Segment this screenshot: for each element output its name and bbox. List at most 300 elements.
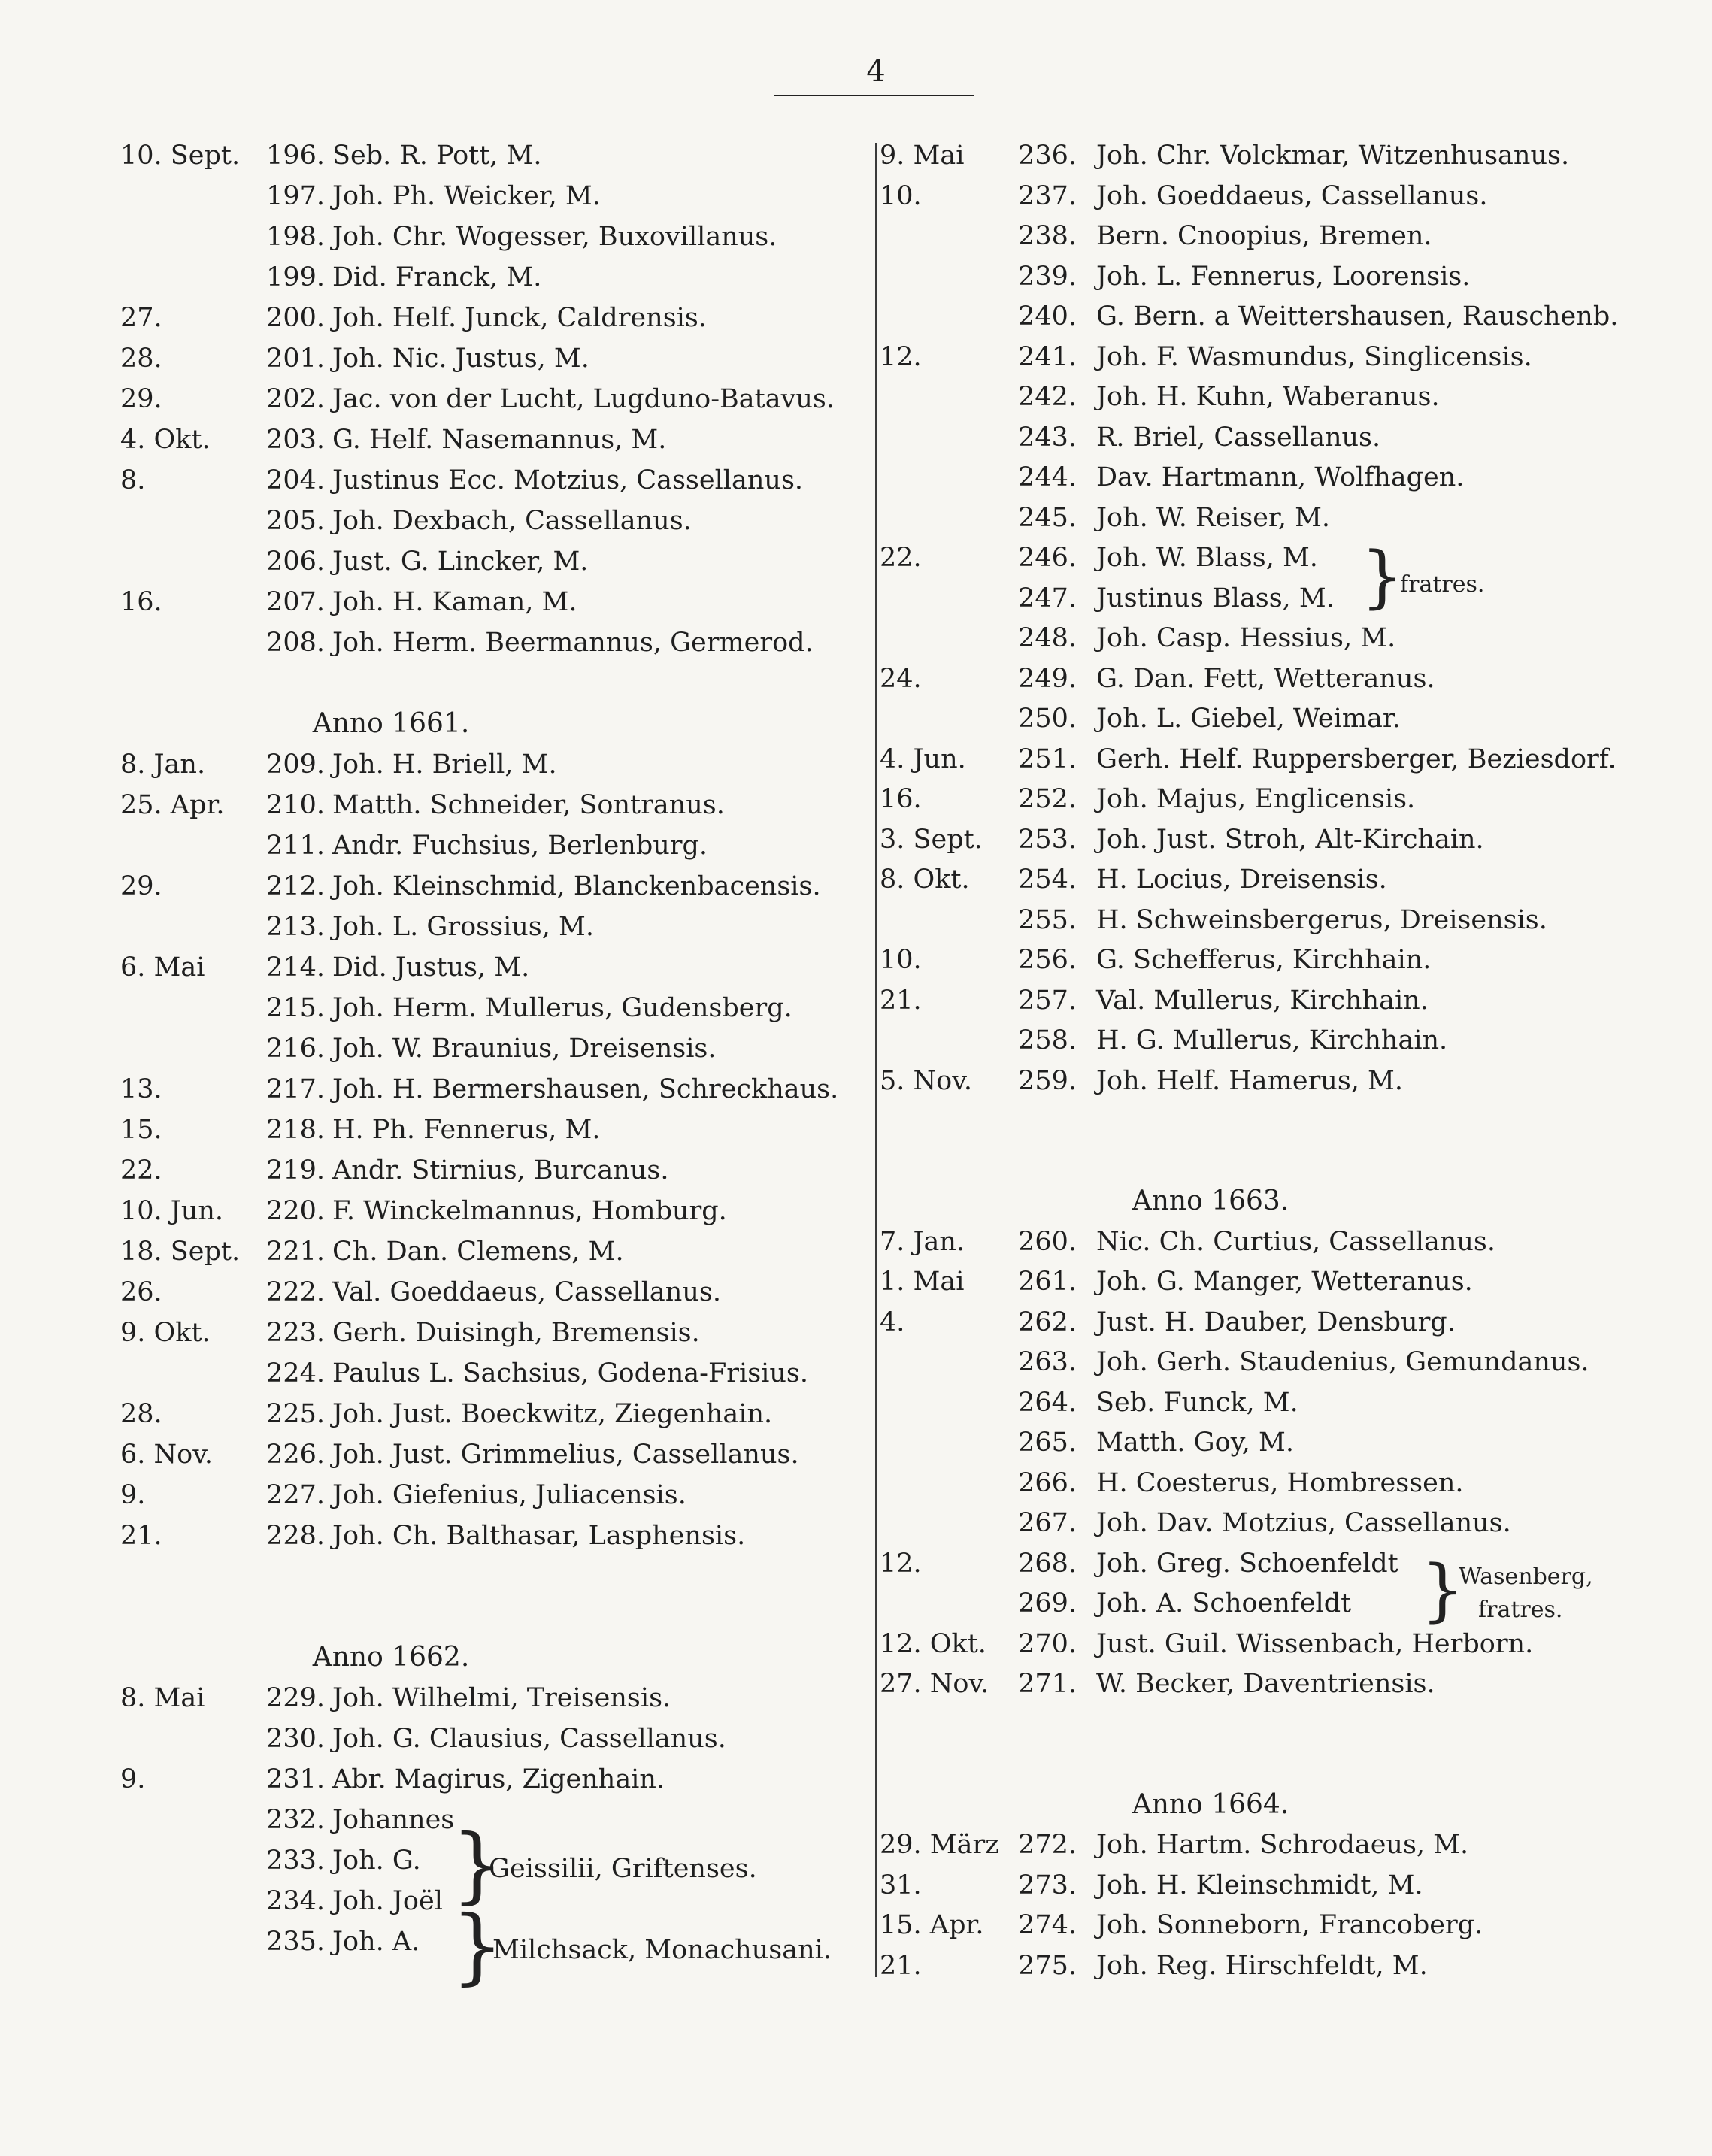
entry-number: 240. — [1018, 301, 1077, 332]
entry-name: Joh. F. Wasmundus, Singlicensis. — [1096, 341, 1532, 372]
entry-name: H. G. Mullerus, Kirchhain. — [1096, 1025, 1448, 1055]
entry-name: Joh. Chr. Volckmar, Witzenhusanus. — [1096, 141, 1570, 171]
entry-date: 28. — [120, 1399, 162, 1429]
entry-row — [880, 1302, 1707, 1343]
entry-row — [120, 1150, 865, 1191]
entry-name: Joh. H. Bermershausen, Schreckhaus. — [332, 1074, 839, 1104]
entry-name: G. Dan. Fett, Wetteranus. — [1096, 663, 1435, 694]
entry-number: 251. — [1018, 743, 1077, 774]
entry-date: 3. Sept. — [880, 824, 983, 855]
entry-number: 258. — [1018, 1025, 1077, 1055]
entry-number: 244. — [1018, 462, 1077, 492]
entry-name: Abr. Magirus, Zigenhain. — [332, 1764, 665, 1794]
entry-row — [880, 739, 1707, 780]
entry-name: G. Schefferus, Kirchhain. — [1096, 945, 1432, 975]
entry-number: 265. — [1018, 1428, 1077, 1458]
entry-number: 256. — [1018, 945, 1077, 975]
entry-name: R. Briel, Cassellanus. — [1096, 422, 1381, 453]
entry-name: Paulus L. Sachsius, Godena-Frisius. — [332, 1358, 808, 1388]
group-label-wasenberg: Wasenberg, — [1459, 1564, 1593, 1590]
entry-row — [120, 1028, 865, 1069]
entry-number: 233. — [266, 1846, 325, 1876]
entry-date: 21. — [120, 1521, 162, 1551]
entry-name: Joh. Casp. Hessius, M. — [1096, 623, 1396, 653]
entry-row — [120, 825, 865, 866]
spacer — [120, 1556, 865, 1597]
entry-name: Joh. Reg. Hirschfeldt, M. — [1096, 1950, 1428, 1981]
entry-row — [880, 256, 1707, 297]
entry-row — [120, 419, 865, 460]
entry-row — [120, 907, 865, 947]
entry-name: Joh. A. — [332, 1927, 420, 1957]
left-block-1661 — [120, 744, 865, 1556]
entry-name: Joh. Herm. Beermannus, Germerod. — [332, 628, 814, 658]
entry-number: 264. — [1018, 1387, 1077, 1418]
entry-name: Did. Justus, M. — [332, 952, 530, 983]
entry-row — [120, 1272, 865, 1313]
entry-number: 241. — [1018, 341, 1077, 372]
entry-name: Nic. Ch. Curtius, Cassellanus. — [1096, 1226, 1496, 1257]
entry-date: 29. März — [880, 1830, 999, 1860]
bracket-schoenfeldt: } — [1421, 1551, 1465, 1630]
entry-date: 28. — [120, 344, 162, 374]
left-column — [120, 135, 865, 1962]
entry-date: 4. Okt. — [120, 425, 211, 455]
entry-number: 208. — [266, 628, 325, 658]
entry-number: 218. — [266, 1115, 325, 1145]
entry-name: Joh. Just. Grimmelius, Cassellanus. — [332, 1440, 799, 1470]
entry-number: 196. — [266, 141, 325, 171]
spacer — [880, 1704, 1707, 1745]
entry-number: 231. — [266, 1764, 325, 1794]
entry-name: Joh. Sonneborn, Francoberg. — [1096, 1910, 1483, 1940]
entry-date: 15. — [120, 1115, 162, 1145]
entry-number: 216. — [266, 1034, 325, 1064]
entry-row — [120, 947, 865, 988]
entry-date: 10. — [880, 180, 922, 211]
entry-number: 235. — [266, 1927, 325, 1957]
entry-number: 263. — [1018, 1347, 1077, 1377]
entry-date: 21. — [880, 985, 922, 1016]
entry-name: W. Becker, Daventriensis. — [1096, 1669, 1435, 1699]
entry-date: 29. — [120, 384, 162, 414]
entry-row — [120, 1069, 865, 1110]
entry-name: Joh. W. Reiser, M. — [1096, 502, 1331, 533]
entry-row — [880, 900, 1707, 940]
spacer — [880, 1141, 1707, 1182]
entry-row — [120, 460, 865, 501]
group-label-geissilii: Geissilii, Griftenses. — [489, 1854, 757, 1884]
entry-row — [120, 1353, 865, 1394]
entry-row — [120, 176, 865, 217]
entry-row — [120, 1313, 865, 1353]
entry-name: Joh. Kleinschmid, Blanckenbacensis. — [332, 871, 821, 901]
entry-name: Jac. von der Lucht, Lugduno-Batavus. — [332, 384, 835, 414]
entry-date: 1. Mai — [880, 1267, 965, 1297]
group-label-fratres-2: fratres. — [1478, 1597, 1563, 1623]
entry-number: 204. — [266, 465, 325, 495]
entry-date: 5. Nov. — [880, 1065, 972, 1096]
entry-number: 232. — [266, 1805, 325, 1835]
entry-date: 25. Apr. — [120, 790, 225, 820]
entry-row — [880, 1222, 1707, 1262]
entry-number: 220. — [266, 1196, 325, 1226]
entry-number: 237. — [1018, 180, 1077, 211]
entry-number: 199. — [266, 262, 325, 292]
spacer — [880, 1744, 1707, 1785]
entry-name: Joh. Herm. Mullerus, Gudensberg. — [332, 993, 792, 1023]
entry-date: 24. — [880, 663, 922, 694]
entry-number: 250. — [1018, 704, 1077, 734]
entry-date: 6. Nov. — [120, 1440, 213, 1470]
entry-name: Bern. Cnoopius, Bremen. — [1096, 221, 1432, 251]
entry-name: Joh. Greg. Schoenfeldt — [1096, 1548, 1398, 1579]
entry-row — [880, 940, 1707, 980]
entry-row — [880, 1503, 1707, 1543]
entry-number: 272. — [1018, 1830, 1077, 1860]
entry-row — [120, 582, 865, 622]
entry-name: Matth. Goy, M. — [1096, 1428, 1294, 1458]
entry-number: 198. — [266, 222, 325, 252]
entry-number: 210. — [266, 790, 325, 820]
entry-number: 205. — [266, 506, 325, 536]
entry-name: Joh. G. — [332, 1846, 421, 1876]
entry-number: 213. — [266, 912, 325, 942]
entry-number: 230. — [266, 1724, 325, 1754]
entry-date: 9. — [120, 1764, 146, 1794]
entry-date: 10. Jun. — [120, 1196, 224, 1226]
entry-row — [120, 1231, 865, 1272]
entry-number: 217. — [266, 1074, 325, 1104]
entry-row — [120, 1394, 865, 1434]
entry-row — [880, 1664, 1707, 1704]
entry-row — [120, 257, 865, 298]
entry-date: 22. — [880, 543, 922, 573]
entry-date: 18. Sept. — [120, 1237, 241, 1267]
entry-date: 16. — [120, 587, 162, 617]
entry-name: Joh. Dexbach, Cassellanus. — [332, 506, 692, 536]
entry-name: Joh. Gerh. Staudenius, Gemundanus. — [1096, 1347, 1589, 1377]
entry-name: Joh. Chr. Wogesser, Buxovillanus. — [332, 222, 777, 252]
entry-row — [880, 1382, 1707, 1423]
entry-number: 270. — [1018, 1628, 1077, 1659]
entry-row — [120, 501, 865, 541]
entry-row — [880, 417, 1707, 458]
entry-number: 268. — [1018, 1548, 1077, 1579]
year-heading-1664: Anno 1664. — [1132, 1788, 1289, 1820]
right-column — [880, 135, 1707, 1985]
entry-date: 10. — [880, 945, 922, 975]
entry-name: Andr. Fuchsius, Berlenburg. — [332, 831, 708, 861]
entry-name: Joh. Helf. Hamerus, M. — [1096, 1065, 1404, 1096]
entry-number: 271. — [1018, 1669, 1077, 1699]
entry-number: 201. — [266, 344, 325, 374]
entry-row — [120, 541, 865, 582]
group-label-milchsack: Milchsack, Monachusani. — [492, 1935, 832, 1965]
entry-number: 211. — [266, 831, 325, 861]
right-block-1664 — [880, 1824, 1707, 1985]
entry-row — [880, 1342, 1707, 1382]
entry-number: 226. — [266, 1440, 325, 1470]
entry-row — [120, 1191, 865, 1231]
entry-name: Joh. Helf. Junck, Caldrensis. — [332, 303, 707, 333]
entry-row — [880, 1261, 1707, 1302]
entry-row — [120, 338, 865, 379]
entry-row — [880, 779, 1707, 819]
page-number-underline — [774, 95, 974, 96]
entry-name: H. Ph. Fennerus, M. — [332, 1115, 601, 1145]
entry-number: 224. — [266, 1358, 325, 1388]
entry-number: 229. — [266, 1683, 325, 1713]
entry-number: 242. — [1018, 382, 1077, 412]
entry-name: Joh. W. Braunius, Dreisensis. — [332, 1034, 717, 1064]
entry-number: 255. — [1018, 904, 1077, 935]
entry-number: 262. — [1018, 1307, 1077, 1337]
entry-row — [880, 1905, 1707, 1946]
entry-name: Joh. Nic. Justus, M. — [332, 344, 589, 374]
entry-name: Joh. H. Kleinschmidt, M. — [1096, 1870, 1423, 1900]
bracket-blass: } — [1361, 537, 1404, 616]
entry-row — [120, 866, 865, 907]
entry-name: Joh. H. Kaman, M. — [332, 587, 577, 617]
entry-name: Justinus Ecc. Motzius, Cassellanus. — [332, 465, 804, 495]
entry-date: 9. Mai — [880, 141, 965, 171]
spacer — [120, 1597, 865, 1637]
entry-row — [880, 1422, 1707, 1463]
entry-row — [120, 785, 865, 825]
entry-row — [880, 819, 1707, 860]
entry-number: 206. — [266, 547, 325, 577]
entry-row — [120, 744, 865, 785]
entry-name: Justinus Blass, M. — [1096, 583, 1335, 613]
entry-name: Joh. Giefenius, Juliacensis. — [332, 1480, 686, 1510]
entry-number: 273. — [1018, 1870, 1077, 1900]
entry-row — [880, 859, 1707, 900]
entry-date: 9. — [120, 1480, 146, 1510]
entry-row — [120, 217, 865, 257]
entry-row — [880, 659, 1707, 699]
entry-date: 8. Okt. — [880, 865, 970, 895]
entry-date: 4. — [880, 1307, 905, 1337]
entry-date: 6. Mai — [120, 952, 205, 983]
entry-name: Joh. Goeddaeus, Cassellanus. — [1096, 180, 1488, 211]
entry-date: 8. Mai — [120, 1683, 205, 1713]
entry-row — [880, 1824, 1707, 1865]
entry-name: Seb. Funck, M. — [1096, 1387, 1298, 1418]
entry-name: Just. G. Lincker, M. — [332, 547, 589, 577]
entry-number: 254. — [1018, 865, 1077, 895]
entry-row — [880, 457, 1707, 498]
entry-number: 274. — [1018, 1910, 1077, 1940]
entry-name: Joh. Wilhelmi, Treisensis. — [332, 1683, 671, 1713]
entry-date: 9. Okt. — [120, 1318, 211, 1348]
entry-name: G. Helf. Nasemannus, M. — [332, 425, 667, 455]
entry-number: 246. — [1018, 543, 1077, 573]
entry-number: 219. — [266, 1155, 325, 1185]
entry-name: Joh. A. Schoenfeldt — [1096, 1588, 1352, 1619]
entry-name: H. Schweinsbergerus, Dreisensis. — [1096, 904, 1547, 935]
entry-name: Joh. Dav. Motzius, Cassellanus. — [1096, 1508, 1511, 1538]
entry-name: Dav. Hartmann, Wolfhagen. — [1096, 462, 1465, 492]
entry-name: Joh. Majus, Englicensis. — [1096, 784, 1416, 814]
entry-row — [880, 1624, 1707, 1664]
entry-date: 22. — [120, 1155, 162, 1185]
entry-row — [880, 296, 1707, 337]
entry-number: 223. — [266, 1318, 325, 1348]
entry-number: 215. — [266, 993, 325, 1023]
entry-number: 269. — [1018, 1588, 1077, 1619]
entry-date: 29. — [120, 871, 162, 901]
entry-row — [120, 622, 865, 663]
entry-name: Joh. L. Fennerus, Loorensis. — [1096, 261, 1471, 292]
entry-row — [880, 980, 1707, 1021]
entry-name: Joh. L. Giebel, Weimar. — [1096, 704, 1401, 734]
entry-row — [120, 1475, 865, 1516]
entry-number: 197. — [266, 181, 325, 211]
year-heading-1662: Anno 1662. — [312, 1642, 470, 1673]
bracket-geissilii: } — [451, 1816, 504, 1912]
entry-number: 202. — [266, 384, 325, 414]
entry-date: 13. — [120, 1074, 162, 1104]
entry-date: 4. Jun. — [880, 743, 966, 774]
entry-name: Gerh. Duisingh, Bremensis. — [332, 1318, 700, 1348]
entry-name: Andr. Stirnius, Burcanus. — [332, 1155, 669, 1185]
entry-name: Joh. G. Manger, Wetteranus. — [1096, 1267, 1473, 1297]
entry-name: Seb. R. Pott, M. — [332, 141, 542, 171]
entry-number: 243. — [1018, 422, 1077, 453]
entry-row — [880, 1946, 1707, 1986]
entry-row — [880, 1020, 1707, 1061]
entry-date: 8. Jan. — [120, 749, 206, 780]
entry-date: 31. — [880, 1870, 922, 1900]
entry-name: G. Bern. a Weittershausen, Rauschenb. — [1096, 301, 1619, 332]
entry-number: 275. — [1018, 1950, 1077, 1981]
entry-name: Joh. W. Blass, M. — [1096, 543, 1318, 573]
entry-row — [120, 1759, 865, 1800]
year-heading-1661: Anno 1661. — [312, 708, 470, 739]
entry-name: H. Coesterus, Hombressen. — [1096, 1467, 1464, 1498]
entry-row — [880, 337, 1707, 377]
entry-name: Just. Guil. Wissenbach, Herborn. — [1096, 1628, 1534, 1659]
entry-date: 12. — [880, 341, 922, 372]
entry-date: 8. — [120, 465, 146, 495]
entry-row — [120, 1110, 865, 1150]
entry-row — [880, 537, 1707, 578]
entry-date: 26. — [120, 1277, 162, 1307]
entry-number: 239. — [1018, 261, 1077, 292]
entry-row — [880, 1061, 1707, 1101]
entry-number: 253. — [1018, 824, 1077, 855]
entry-number: 257. — [1018, 985, 1077, 1016]
entry-number: 252. — [1018, 784, 1077, 814]
entry-number: 245. — [1018, 502, 1077, 533]
entry-row — [120, 1434, 865, 1475]
entry-name: Johannes — [332, 1805, 455, 1835]
entry-date: 27. Nov. — [880, 1669, 989, 1699]
entry-name: Joh. Joël — [332, 1886, 443, 1916]
entry-number: 200. — [266, 303, 325, 333]
entry-name: Gerh. Helf. Ruppersberger, Beziesdorf. — [1096, 743, 1617, 774]
entry-number: 236. — [1018, 141, 1077, 171]
entry-name: Did. Franck, M. — [332, 262, 542, 292]
spacer — [880, 1101, 1707, 1141]
entry-number: 225. — [266, 1399, 325, 1429]
entry-number: 259. — [1018, 1065, 1077, 1096]
entry-row — [120, 1516, 865, 1556]
right-block-1662 — [880, 135, 1707, 1101]
left-block-1660 — [120, 135, 865, 663]
column-divider — [875, 143, 877, 1977]
entry-number: 212. — [266, 871, 325, 901]
entry-date: 27. — [120, 303, 162, 333]
year-heading-1663: Anno 1663. — [1132, 1185, 1289, 1216]
entry-row — [880, 498, 1707, 538]
entry-row — [880, 578, 1707, 619]
entry-row — [120, 135, 865, 176]
entry-date: 12. Okt. — [880, 1628, 986, 1659]
entry-number: 228. — [266, 1521, 325, 1551]
entry-row — [120, 298, 865, 338]
entry-name: Matth. Schneider, Sontranus. — [332, 790, 725, 820]
entry-number: 247. — [1018, 583, 1077, 613]
entry-name: Just. H. Dauber, Densburg. — [1096, 1307, 1456, 1337]
entry-name: F. Winckelmannus, Homburg. — [332, 1196, 727, 1226]
entry-date: 10. Sept. — [120, 141, 241, 171]
entry-row — [880, 176, 1707, 217]
entry-name: Joh. H. Briell, M. — [332, 749, 557, 780]
entry-name: Joh. Ch. Balthasar, Lasphensis. — [332, 1521, 746, 1551]
entry-name: Joh. Ph. Weicker, M. — [332, 181, 601, 211]
entry-number: 234. — [266, 1886, 325, 1916]
entry-number: 261. — [1018, 1267, 1077, 1297]
entry-number: 207. — [266, 587, 325, 617]
entry-date: 7. Jan. — [880, 1226, 965, 1257]
entry-name: Joh. G. Clausius, Cassellanus. — [332, 1724, 726, 1754]
entry-row — [880, 135, 1707, 176]
entry-row — [120, 379, 865, 419]
entry-name: H. Locius, Dreisensis. — [1096, 865, 1387, 895]
entry-name: Val. Goeddaeus, Cassellanus. — [332, 1277, 721, 1307]
entry-row — [880, 1865, 1707, 1906]
entry-row — [120, 1718, 865, 1759]
entry-name: Val. Mullerus, Kirchhain. — [1096, 985, 1429, 1016]
entry-number: 238. — [1018, 221, 1077, 251]
entry-name: Joh. L. Grossius, M. — [332, 912, 594, 942]
entry-row — [120, 988, 865, 1028]
entry-number: 209. — [266, 749, 325, 780]
entry-row — [880, 698, 1707, 739]
entry-number: 248. — [1018, 623, 1077, 653]
entry-name: Joh. Just. Stroh, Alt-Kirchain. — [1096, 824, 1484, 855]
spacer — [120, 663, 865, 704]
right-block-1663 — [880, 1222, 1707, 1704]
entry-date: 21. — [880, 1950, 922, 1981]
entry-name: Joh. Just. Boeckwitz, Ziegenhain. — [332, 1399, 773, 1429]
entry-number: 214. — [266, 952, 325, 983]
entry-row — [880, 1463, 1707, 1503]
entry-date: 15. Apr. — [880, 1910, 984, 1940]
entry-number: 260. — [1018, 1226, 1077, 1257]
entry-name: Joh. Hartm. Schrodaeus, M. — [1096, 1830, 1469, 1860]
entry-row — [120, 1678, 865, 1718]
entry-row — [880, 377, 1707, 417]
entry-row — [880, 618, 1707, 659]
bracket-milchsack: } — [451, 1897, 504, 1994]
entry-name: Joh. H. Kuhn, Waberanus. — [1096, 382, 1440, 412]
entry-date: 16. — [880, 784, 922, 814]
page-number: 4 — [866, 54, 886, 89]
entry-number: 267. — [1018, 1508, 1077, 1538]
